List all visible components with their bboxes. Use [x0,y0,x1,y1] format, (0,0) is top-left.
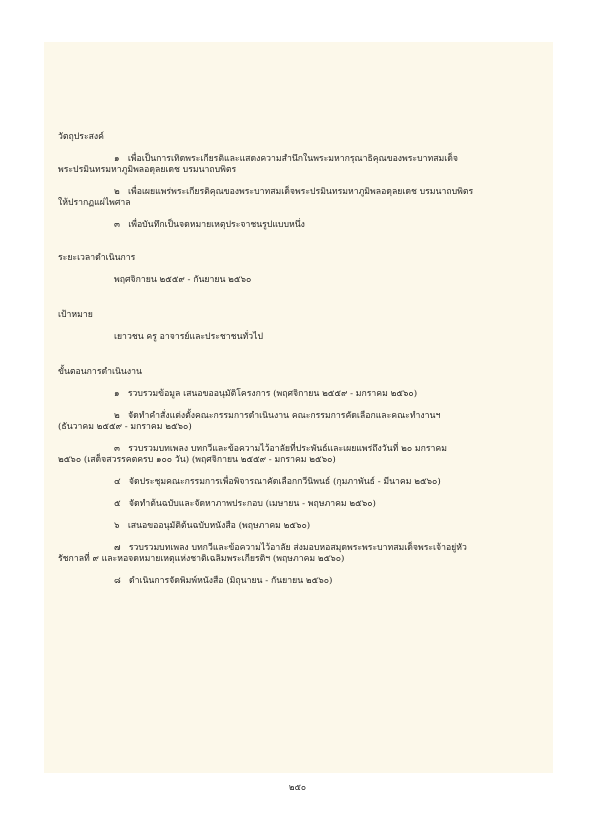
item-text-continued: พระปรมินทรมหาภูมิพลอดุลยเดช บรมนาถบพิตร [58,165,237,175]
item-text: จัดทำต้นฉบับและจัดหาภาพประกอบ (เมษายน - พฤษภาคม ๒๕๖๐) [128,499,376,509]
duration-text: พฤศจิกายน ๒๕๕๙ - กันยายน ๒๕๖๐ [114,275,252,285]
item-number: ๓ [114,220,120,230]
item-number: ๔ [114,477,121,487]
document-body [58,132,540,598]
step-item [58,411,540,433]
item-text: รวบรวมบทเพลง บทกวีและข้อความไว้อาลัย ส่งมอบหอสมุดพระพระบาทสมเด็จพระเจ้าอยู่หัว [128,543,467,553]
item-text-continued: (ธันวาคม ๒๕๕๙ - มกราคม ๒๕๖๐) [58,422,192,432]
item-text-continued: ให้ปรากฏแผ่ไพศาล [58,198,131,208]
item-number: ๕ [114,499,121,509]
item-number: ๒ [114,187,120,197]
duration-heading: ระยะเวลาดำเนินการ [58,253,136,263]
item-number: ๖ [114,521,120,531]
objectives-heading: วัตถุประสงค์ [58,132,104,142]
step-item [58,499,540,510]
item-text: ดำเนินการจัดพิมพ์หนังสือ (มิถุนายน - กันยายน ๒๕๖๐) [129,576,333,586]
item-text: รวบรวมข้อมูล เสนอขออนุมัติโครงการ (พฤศจิกายน ๒๕๕๙ - มกราคม ๒๕๖๐) [127,389,418,399]
item-text-continued: ๒๕๖๐ (เสด็จสวรรคตครบ ๑๐๐ วัน) (พฤศจิกายน ๒๕๕๙ - มกราคม ๒๕๖๐) [58,455,336,465]
item-text: เพื่อเผยแพร่พระเกียรติคุณของพระบาทสมเด็จพระปรมินทรมหาภูมิพลอดุลยเดช บรมนาถบพิตร [128,187,474,197]
step-item [58,521,540,532]
item-text: เพื่อบันทึกเป็นจดหมายเหตุประจาชนรูปแบบหนึ่ง [128,220,305,230]
step-item [58,444,540,466]
step-item [58,389,540,400]
steps-heading: ขั้นตอนการดำเนินงาน [58,367,142,377]
item-text: จัดประชุมคณะกรรมการเพื่อพิจารณาคัดเลือกกวีนิพนธ์ (กุมภาพันธ์ - มีนาคม ๒๕๖๐) [128,477,441,487]
target-text: เยาวชน ครู อาจารย์และประชาชนทั่วไป [114,332,264,342]
item-number: ๘ [114,576,121,586]
item-text-continued: รัชกาลที่ ๙ และหอจดหมายเหตุแห่งชาติเฉลิมพระเกียรติฯ (พฤษภาคม ๒๕๖๐) [58,554,345,564]
page-number: ๒๕๐ [288,783,307,793]
item-text: เพื่อเป็นการเทิดพระเกียรติและแสดงความสำนึกในพระมหากรุณาธิคุณของพระบาทสมเด็จ [127,154,458,164]
step-item [58,543,540,565]
item-number: ๑ [114,389,120,399]
objective-item [58,220,540,231]
step-item [58,576,540,587]
document-page [44,42,553,773]
item-number: ๗ [114,543,121,553]
objective-item [58,187,540,209]
objective-item [58,154,540,176]
item-number: ๓ [114,444,120,454]
item-text: รวบรวมบทเพลง บทกวีและข้อความไว้อาลัยที่ประพันธ์และเผยแพร่ถึงวันที่ ๒๐ มกราคม [128,444,447,454]
item-number: ๒ [114,411,120,421]
item-text: จัดทำคำสั่งแต่งตั้งคณะกรรมการดำเนินงาน คณะกรรมการคัดเลือกและคณะทำงานฯ [128,411,441,421]
target-heading: เป้าหมาย [58,310,93,320]
item-text: เสนอขออนุมัติต้นฉบับหนังสือ (พฤษภาคม ๒๕๖๐) [127,521,311,531]
item-number: ๑ [114,154,120,164]
step-item [58,477,540,488]
